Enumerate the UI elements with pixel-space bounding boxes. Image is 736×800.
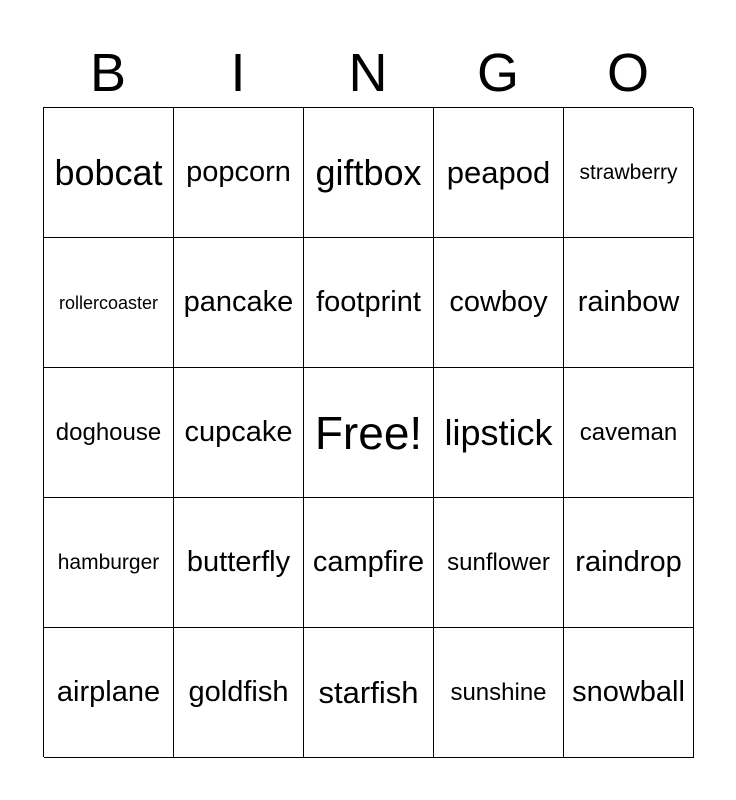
bingo-cell[interactable]: hamburger [44, 498, 174, 628]
bingo-header [43, 40, 693, 106]
bingo-cell[interactable]: peapod [434, 108, 564, 238]
free-space-cell[interactable]: Free! [304, 368, 434, 498]
bingo-cell[interactable]: lipstick [434, 368, 564, 498]
bingo-cell[interactable]: raindrop [564, 498, 694, 628]
header-letter-g: G [476, 43, 519, 103]
bingo-cell[interactable]: caveman [564, 368, 694, 498]
bingo-cell[interactable]: doghouse [44, 368, 174, 498]
bingo-cell[interactable]: rainbow [564, 238, 694, 368]
header-letter-i: I [230, 43, 246, 103]
bingo-cell[interactable]: bobcat [44, 108, 174, 238]
header-letter-n: N [348, 43, 388, 103]
bingo-cell[interactable]: cupcake [174, 368, 304, 498]
bingo-cell[interactable]: sunflower [434, 498, 564, 628]
bingo-cell[interactable]: rollercoaster [44, 238, 174, 368]
bingo-cell[interactable]: butterfly [174, 498, 304, 628]
bingo-cell[interactable]: cowboy [434, 238, 564, 368]
bingo-cell[interactable]: campfire [304, 498, 434, 628]
bingo-cell[interactable]: airplane [44, 628, 174, 758]
bingo-cell[interactable]: snowball [564, 628, 694, 758]
bingo-cell[interactable]: pancake [174, 238, 304, 368]
header-letter-b: B [89, 43, 127, 103]
bingo-cell[interactable]: sunshine [434, 628, 564, 758]
bingo-cell[interactable]: giftbox [304, 108, 434, 238]
bingo-cell[interactable]: footprint [304, 238, 434, 368]
bingo-cell[interactable]: strawberry [564, 108, 694, 238]
header-letter-o: O [606, 43, 649, 103]
bingo-cell[interactable]: goldfish [174, 628, 304, 758]
bingo-board [43, 107, 693, 757]
bingo-cell[interactable]: popcorn [174, 108, 304, 238]
bingo-cell[interactable]: starfish [304, 628, 434, 758]
